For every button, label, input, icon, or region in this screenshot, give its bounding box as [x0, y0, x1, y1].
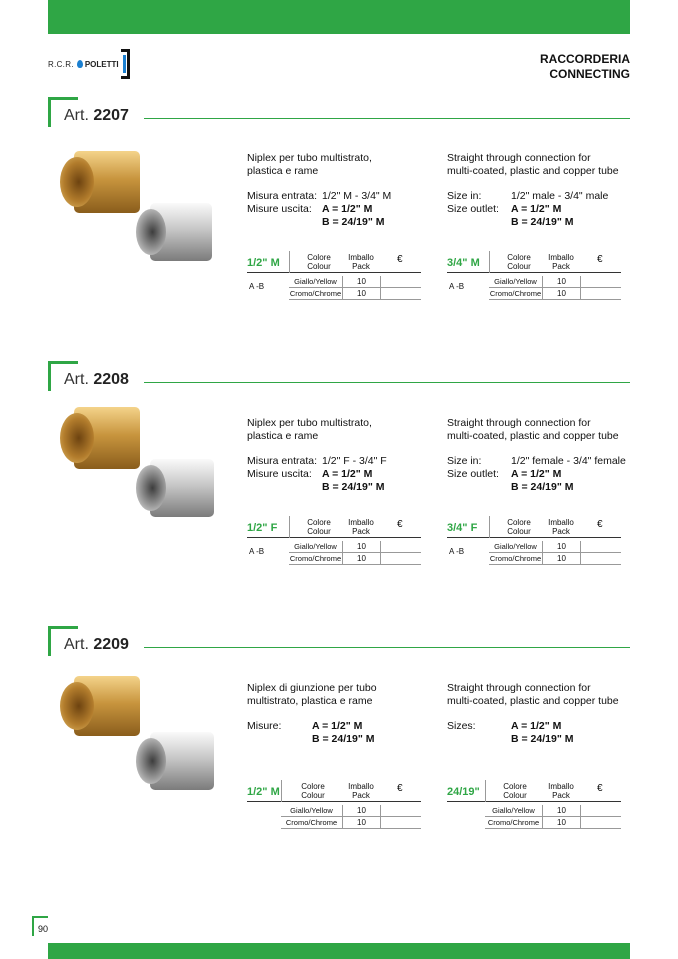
price-table	[247, 780, 421, 830]
drop-icon	[77, 60, 83, 68]
article-title: Art. 2209	[64, 636, 129, 653]
description-english: Straight through connection for multi-coated, plastic and copper tube Sizes: A = 1/2" M B = 24/19" M	[447, 682, 619, 745]
colour-header: Colore Colour	[301, 782, 325, 800]
article-section-2208	[0, 361, 678, 611]
table-row: Cromo/Chrome 10	[485, 817, 621, 829]
table-row: Cromo/Chrome 10	[489, 288, 621, 300]
description-english: Straight through connection for multi-coated, plastic and copper tube Size in: 1/2" male - 3/4" male Size outlet: A = 1/2" M B = 24/19" M	[447, 152, 619, 228]
table-size: 1/2" M	[247, 786, 280, 798]
brand-logo	[48, 49, 130, 79]
pack-header: Imballo Pack	[548, 782, 574, 800]
description-italian: Niplex di giunzione per tubo multistrato, plastica e rame Misure: A = 1/2" M B = 24/19" M	[247, 682, 377, 745]
chrome-fitting-image	[136, 732, 214, 792]
section-rule	[144, 118, 630, 119]
pack-header: Imballo Pack	[348, 253, 374, 271]
ab-label: A -B	[249, 282, 265, 291]
article-title: Art. 2207	[64, 107, 129, 124]
table-row: Giallo/Yellow 10	[281, 805, 421, 817]
chrome-fitting-image	[136, 203, 212, 263]
table-row: Cromo/Chrome 10	[281, 817, 421, 829]
pack-header: Imballo Pack	[548, 253, 574, 271]
bottom-green-bar	[48, 943, 630, 959]
table-row: Cromo/Chrome 10	[289, 288, 421, 300]
table-size: 24/19"	[447, 786, 480, 798]
logo-bar-icon	[123, 55, 126, 73]
category-heading	[540, 52, 630, 82]
table-row: Giallo/Yellow 10	[289, 276, 421, 288]
brass-fitting-image	[60, 676, 142, 738]
section-rule	[144, 382, 630, 383]
euro-icon: €	[397, 254, 403, 265]
description-italian: Niplex per tubo multistrato, plastica e rame Misura entrata: 1/2" F - 3/4" F Misure uscita: A = 1/2" M B = 24/19" M	[247, 417, 387, 493]
table-size: 3/4" F	[447, 522, 478, 534]
price-table	[447, 516, 621, 566]
description-italian: Niplex per tubo multistrato, plastica e rame Misura entrata: 1/2" M - 3/4" M Misure uscita: A = 1/2" M B = 24/19" M	[247, 152, 392, 228]
top-green-bar	[48, 0, 630, 34]
table-size: 1/2" F	[247, 522, 278, 534]
euro-icon: €	[397, 783, 403, 794]
table-size: 3/4" M	[447, 257, 480, 269]
price-table	[447, 251, 621, 301]
ab-label: A -B	[449, 547, 465, 556]
price-table	[247, 516, 421, 566]
table-row: Giallo/Yellow 10	[289, 541, 421, 553]
article-section-2207	[0, 97, 678, 347]
logo-prefix: R.C.R.	[48, 59, 74, 69]
table-size: 1/2" M	[247, 257, 280, 269]
article-section-2209	[0, 626, 678, 876]
table-row: Cromo/Chrome 10	[489, 553, 621, 565]
table-row: Cromo/Chrome 10	[289, 553, 421, 565]
colour-header: Colore Colour	[503, 782, 527, 800]
euro-icon: €	[597, 254, 603, 265]
table-row: Giallo/Yellow 10	[489, 541, 621, 553]
colour-header: Colore Colour	[307, 518, 331, 536]
pack-header: Imballo Pack	[348, 782, 374, 800]
pack-header: Imballo Pack	[348, 518, 374, 536]
brass-fitting-image	[60, 151, 142, 215]
table-row: Giallo/Yellow 10	[485, 805, 621, 817]
price-table	[447, 780, 621, 830]
ab-label: A -B	[449, 282, 465, 291]
brass-fitting-image	[60, 407, 142, 471]
price-table	[247, 251, 421, 301]
euro-icon: €	[597, 783, 603, 794]
logo-name: POLETTI	[84, 59, 119, 69]
article-title: Art. 2208	[64, 371, 129, 388]
table-row: Giallo/Yellow 10	[489, 276, 621, 288]
colour-header: Colore Colour	[307, 253, 331, 271]
euro-icon: €	[397, 519, 403, 530]
colour-header: Colore Colour	[507, 253, 531, 271]
page-number: 90	[32, 916, 48, 936]
category-english: CONNECTING	[549, 67, 630, 81]
category-italian: RACCORDERIA	[540, 52, 630, 66]
section-rule	[144, 647, 630, 648]
chrome-fitting-image	[136, 459, 214, 519]
euro-icon: €	[597, 519, 603, 530]
ab-label: A -B	[249, 547, 265, 556]
description-english: Straight through connection for multi-coated, plastic and copper tube Size in: 1/2" female - 3/4" female Size outlet: A = 1/2" M B = 24/19" M	[447, 417, 626, 493]
pack-header: Imballo Pack	[548, 518, 574, 536]
colour-header: Colore Colour	[507, 518, 531, 536]
